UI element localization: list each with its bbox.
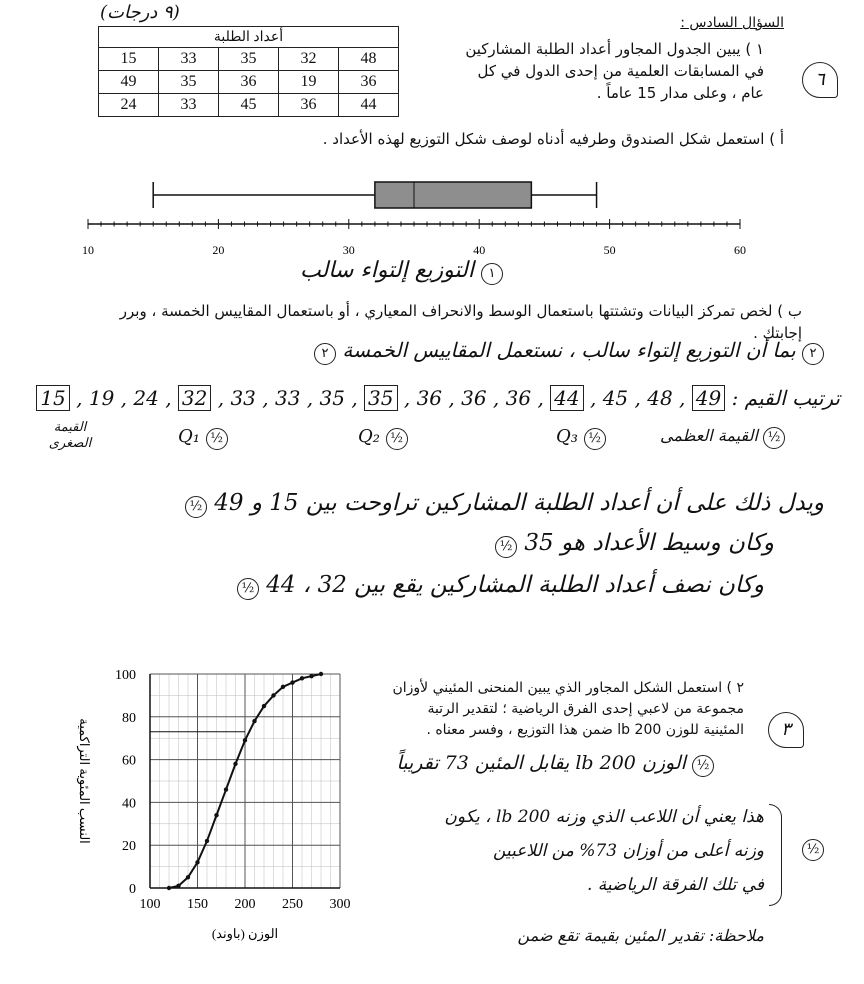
percentile-chart (60, 660, 380, 960)
table-header: أعداد الطلبة (99, 27, 399, 48)
x-tick-label: 150 (187, 897, 208, 912)
curve-point (195, 860, 199, 864)
conclusion-3-text: وكان نصف أعداد الطلبة المشاركين يقع بين 32 ، 44 (266, 572, 764, 598)
value-separator: , (69, 386, 89, 410)
value-separator: , (114, 386, 134, 410)
label-q3-mark: ½ (584, 428, 606, 450)
ordered-value: 49 (692, 385, 725, 411)
curve-point (319, 672, 323, 676)
marks-note: (٩ درجات) (100, 2, 180, 23)
y-axis-label: النسب المئوية التراكمية (77, 718, 92, 844)
value-separator: , (486, 386, 506, 410)
ordering-label: ترتيب القيم : (731, 386, 840, 410)
table-cell: 32 (279, 48, 339, 71)
part-b-text: ب ) لخص تمركز البيانات وتشتتها باستعمال الوسط والانحراف المعياري ، أو باستعمال المقاييس الخمسة ، وبرر إجابتك . (119, 302, 802, 342)
value-separator: , (158, 386, 178, 410)
curve-point (243, 738, 247, 742)
boxplot-box (375, 182, 531, 208)
brace-icon (769, 804, 782, 906)
curve-point (290, 680, 294, 684)
q2-answer-2-line-3: في تلك الفرقة الرياضية . (587, 875, 764, 895)
q2-answer-1-text: الوزن 200 lb يقابل المئين 73 تقريباً (396, 752, 686, 774)
curve-point (252, 719, 256, 723)
conclusion-2 (495, 530, 774, 558)
answer-a-mark: ١ (481, 263, 503, 285)
label-q3: Q₃ (556, 426, 578, 447)
curve-point (167, 886, 171, 890)
label-q1-mark: ½ (206, 428, 228, 450)
table-cell: 35 (159, 71, 219, 94)
section-title: السؤال السادس : (680, 15, 784, 31)
mark-symbol-q2: ٣ (768, 712, 804, 748)
x-axis-label: الوزن (باوند) (211, 926, 279, 941)
value-separator: , (300, 386, 320, 410)
ordered-value: 36 (461, 386, 487, 410)
answer-b-line (314, 338, 824, 365)
mark-symbol-q1: ٦ (802, 62, 838, 98)
ordered-value: 48 (647, 386, 673, 410)
ordered-value: 35 (319, 386, 345, 410)
boxplot-tick-label: 50 (603, 243, 616, 257)
answer-b-mark-right: ٢ (802, 343, 824, 365)
table-row (99, 94, 399, 117)
conclusion-2-text: وكان وسيط الأعداد هو 35 (524, 530, 774, 556)
curve-point (300, 676, 304, 680)
value-separator: , (211, 386, 231, 410)
label-min: القيمة الصغرى (48, 420, 92, 451)
x-tick-label: 250 (282, 897, 303, 912)
value-separator: , (672, 386, 692, 410)
ordered-values-line (36, 386, 840, 410)
table-cell: 19 (279, 71, 339, 94)
q2-note: ملاحظة: تقدير المئين بقيمة تقع ضمن (517, 926, 764, 945)
boxplot-tick-label: 30 (342, 243, 355, 257)
answer-a-line (300, 258, 503, 285)
label-q2-group (358, 426, 408, 450)
curve-point (271, 693, 275, 697)
ordered-value: 44 (550, 385, 583, 411)
value-separator: , (255, 386, 275, 410)
value-separator: , (531, 386, 551, 410)
conclusion-1 (185, 490, 824, 518)
q2-answer-2-mark: ½ (802, 839, 824, 861)
ordered-value: 36 (505, 386, 532, 410)
table-cell: 33 (159, 94, 219, 117)
label-q2: Q₂ (358, 426, 380, 447)
curve-point (281, 685, 285, 689)
table-cell: 24 (99, 94, 159, 117)
q2-answer-2-line-1: هذا يعني أن اللاعب الذي وزنه 200 lb ، يكون (444, 807, 764, 827)
q2-answer-1-mark: ½ (692, 755, 714, 777)
ordered-value: 36 (416, 386, 443, 410)
value-separator: , (344, 386, 365, 410)
conclusion-1-text: ويدل ذلك على أن أعداد الطلبة المشاركين تراوحت بين 15 و 49 (214, 490, 824, 516)
curve-point (186, 875, 190, 879)
ordered-value: 32 (178, 385, 211, 411)
curve-point (176, 884, 180, 888)
y-tick-label: 20 (122, 839, 136, 855)
label-q1: Q₁ (178, 426, 200, 447)
conclusion-1-mark: ½ (185, 496, 207, 518)
table-cell: 48 (339, 48, 399, 71)
label-q2-mark: ½ (386, 428, 408, 450)
x-tick-label: 200 (234, 897, 256, 912)
table-cell: 45 (219, 94, 279, 117)
ordered-values (36, 386, 725, 410)
y-tick-label: 80 (122, 710, 136, 726)
conclusion-3-mark: ½ (237, 578, 259, 600)
conclusion-2-mark: ½ (495, 536, 517, 558)
ordered-value: 33 (274, 386, 301, 410)
value-separator: , (583, 386, 603, 410)
question-2-number: ٢ ) (726, 680, 744, 696)
y-tick-label: 40 (122, 796, 136, 812)
curve-point (214, 813, 218, 817)
curve-point (309, 674, 313, 678)
label-max-mark: ½ (763, 427, 785, 449)
ordered-value: 33 (230, 386, 256, 410)
value-separator: , (442, 386, 462, 410)
q2-answer-1 (396, 752, 714, 777)
curve-point (205, 839, 209, 843)
question-1-number: ١ ) (745, 40, 764, 58)
table-cell: 36 (279, 94, 339, 117)
question-2-text: استعمل الشكل المجاور الذي يبين المنحنى المئيني لأوزان مجموعة من لاعبي إحدى الفرق الرياضية ؛ لتقدير الرتبة المئينية للوزن 200 lb ضمن هذا التوزيع ، وفسر معناه . (392, 680, 744, 738)
y-tick-label: 100 (115, 668, 136, 683)
boxplot-tick-label: 20 (212, 243, 225, 257)
answer-b-mark-left: ٢ (314, 343, 336, 365)
question-1-text: يبين الجدول المجاور أعداد الطلبة المشاركين في المسابقات العلمية من إحدى الدول في كل عام ، وعلى مدار 15 عاماً . (465, 40, 764, 102)
ordered-value: 35 (364, 385, 397, 411)
table-cell: 36 (339, 71, 399, 94)
value-separator: , (628, 386, 648, 410)
students-count-table (98, 26, 399, 117)
table-cell: 44 (339, 94, 399, 117)
q2-answer-2-mark-wrap (802, 838, 824, 861)
ordered-value: 19 (88, 386, 115, 410)
table-cell: 15 (99, 48, 159, 71)
boxplot-tick-label: 60 (734, 243, 746, 257)
question-1 (464, 38, 764, 104)
table-cell: 49 (99, 71, 159, 94)
q2-answer-2 (444, 800, 764, 902)
question-2 (384, 678, 744, 741)
ordered-value: 24 (133, 386, 159, 410)
box-plot (70, 160, 770, 270)
table-cell: 36 (219, 71, 279, 94)
value-separator: , (397, 386, 417, 410)
x-tick-label: 300 (329, 897, 351, 912)
label-max-group (660, 426, 785, 449)
conclusion-3 (237, 572, 764, 600)
label-q3-group (556, 426, 606, 450)
boxplot-tick-label: 10 (82, 243, 94, 257)
table-cell: 33 (159, 48, 219, 71)
q2-answer-2-line-2: وزنه أعلى من أوزان 73% من اللاعبين (493, 841, 764, 861)
curve-point (262, 704, 266, 708)
table-row (99, 48, 399, 71)
curve-point (233, 762, 237, 766)
answer-b-text: بما أن التوزيع إلتواء سالب ، نستعمل المقاييس الخمسة (342, 338, 796, 362)
label-q1-group (178, 426, 228, 450)
boxplot-tick-label: 40 (473, 243, 486, 257)
table-row (99, 71, 399, 94)
part-a-text: أ ) استعمل شكل الصندوق وطرفيه أدناه لوصف شكل التوزيع لهذه الأعداد . (322, 130, 784, 148)
y-tick-label: 0 (129, 882, 136, 897)
x-tick-label: 100 (139, 897, 161, 912)
ordered-value: 45 (602, 386, 629, 410)
y-tick-label: 60 (122, 753, 136, 769)
table-cell: 35 (219, 48, 279, 71)
curve-point (224, 787, 228, 791)
label-max: القيمة العظمى (660, 426, 758, 445)
answer-a-text: التوزيع إلتواء سالب (300, 258, 474, 283)
ordered-value: 15 (36, 385, 69, 411)
